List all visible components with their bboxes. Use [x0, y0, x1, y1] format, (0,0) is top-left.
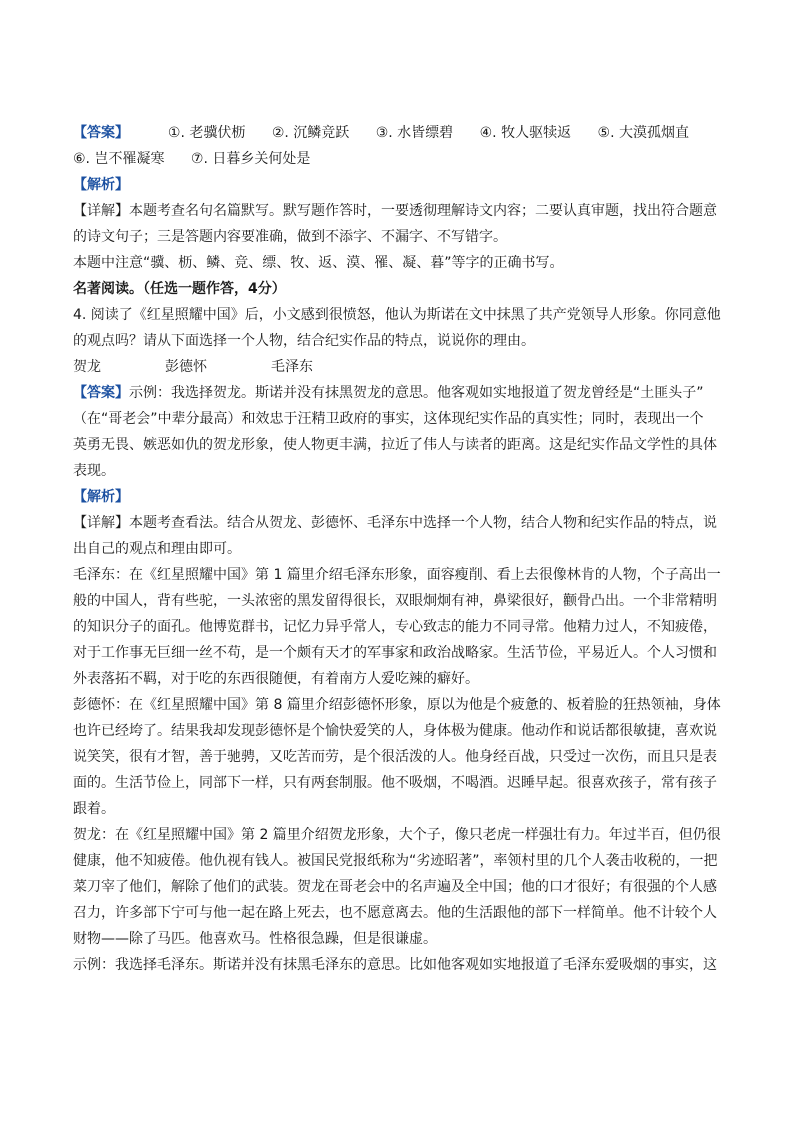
he-line: 财物——除了马匹。他喜欢马。性格很急躁，但是很谦虚。 — [73, 931, 437, 947]
question-line: 4. 阅读了《红星照耀中国》后，小文感到很愤怒，他认为斯诺在文中抹黑了共产党领导人形象。你同意他 — [73, 307, 721, 323]
analysis-text: 本题考查名句名篇默写。默写题作答时，一要透彻理解诗文内容；二要认真审题，找出符合题意 — [129, 203, 717, 219]
section-heading: 名著阅读。（任选一题作答，4分） — [73, 281, 286, 297]
choice-list — [73, 354, 725, 380]
analysis-line: 的诗文句子；三是答题内容要准确，做到不添字、不漏字、不写错字。 — [73, 229, 507, 245]
peng-line: 说笑笑，很有才智，善于驰骋，又吃苦而劳，是个很活泼的人。他身经百战，只受过一次伤，而且只是表 — [73, 749, 717, 765]
he-line: 召力，许多部下宁可与他一起在路上死去，也不愿意离去。他的生活跟他的部下一样简单。他不计较个人 — [73, 905, 717, 921]
mao-line: 般的中国人，背有些驼，一头浓密的黑发留得很长，双眼炯炯有神，鼻梁很好，颧骨凸出。一个非常精明 — [73, 593, 717, 609]
document-page — [73, 120, 725, 978]
answer-tag: 【答案】 — [73, 385, 129, 401]
detail-line — [73, 510, 725, 536]
answer-item: ⑤. 大漠孤烟直 — [597, 125, 689, 141]
choice-item: 贺龙 — [73, 359, 101, 375]
he-line: 菜刀宰了他们，解除了他们的武装。贺龙在哥老会中的名声遍及全中国；他的口才很好；有很强的个人感 — [73, 879, 717, 895]
answer-tag: 【答案】 — [73, 125, 129, 141]
he-line: 健康，他不知疲倦。他仇视有钱人。被国民党报纸称为“劣迹昭著”，率领村里的几个人袭击收税的，一把 — [73, 853, 718, 869]
detail-tag: 【详解】 — [73, 203, 129, 219]
peng-line: 也许已经垮了。结果我却发现彭德怀是个愉快爱笑的人，身体极为健康。他动作和说话都很敏捷，喜欢说 — [73, 723, 717, 739]
detail-tag: 【详解】 — [73, 515, 129, 531]
mao-line: 外表落拓不羁，对于吃的东西很随便，有着南方人爱吃辣的癖好。 — [73, 671, 479, 687]
answer-item: ⑥. 岂不罹凝寒 — [73, 151, 165, 167]
analysis-line — [73, 198, 725, 224]
analysis-line: 本题中注意“骥、枥、鳞、竞、缥、牧、返、漠、罹、凝、暮”等字的正确书写。 — [73, 255, 564, 271]
example-line: 示例：我选择毛泽东。斯诺并没有抹黑毛泽东的意思。比如他客观如实地报道了毛泽东爱吸烟的事实，这 — [73, 957, 717, 973]
detail-line: 出自己的观点和理由即可。 — [73, 541, 241, 557]
answer-row-2 — [73, 146, 725, 172]
analysis-tag: 【解析】 — [73, 177, 129, 193]
answer-line: 表现。 — [73, 463, 115, 479]
choice-item: 毛泽东 — [271, 359, 313, 375]
answer-item: ⑦. 日暮乡关何处是 — [190, 151, 311, 167]
answer-line: （在“哥老会”中辈分最高）和效忠于汪精卫政府的事实，这体现纪实作品的真实性；同时，表现出一个 — [73, 411, 704, 427]
peng-line: 跟着。 — [73, 801, 115, 817]
peng-line: 彭德怀：在《红星照耀中国》第 8 篇里介绍彭德怀形象，原以为他是个疲惫的、板着脸的狂热领袖，身体 — [73, 697, 721, 713]
answer-text: 示例：我选择贺龙。斯诺并没有抹黑贺龙的意思。他客观如实地报道了贺龙曾经是“土匪头子” — [129, 385, 704, 401]
analysis-tag-line — [73, 172, 725, 198]
he-line: 贺龙：在《红星照耀中国》第 2 篇里介绍贺龙形象，大个子，像只老虎一样强壮有力。年过半百，但仍很 — [73, 827, 721, 843]
question-line: 的观点吗？请从下面选择一个人物，结合纪实作品的特点，说说你的理由。 — [73, 333, 535, 349]
mao-line: 对于工作事无巨细一丝不苟，是一个颇有天才的军事家和政治战略家。生活节俭，平易近人。个人习惯和 — [73, 645, 717, 661]
peng-line: 面的。生活节俭上，同部下一样，只有两套制服。他不吸烟，不喝酒。迟睡早起。很喜欢孩子，常有孩子 — [73, 775, 717, 791]
answer-line: 英勇无畏、嫉恶如仇的贺龙形象，使人物更丰满，拉近了伟人与读者的距离。这是纪实作品文学性的具体 — [73, 437, 717, 453]
answer-item: ④. 牧人驱犊返 — [479, 125, 572, 141]
answer-line — [73, 380, 725, 406]
mao-line: 的知识分子的面孔。他博览群书，记忆力异乎常人，专心致志的能力不同寻常。他精力过人，不知疲倦， — [73, 619, 717, 635]
choice-item: 彭德怀 — [165, 359, 207, 375]
detail-text: 本题考查看法。结合从贺龙、彭德怀、毛泽东中选择一个人物，结合人物和纪实作品的特点，说 — [129, 515, 717, 531]
answer-row-1 — [73, 120, 725, 146]
answer-item: ①. 老骥伏枥 — [167, 125, 246, 141]
answer-item: ③. 水皆缥碧 — [375, 125, 454, 141]
analysis-tag-line — [73, 484, 725, 510]
mao-line: 毛泽东：在《红星照耀中国》第 1 篇里介绍毛泽东形象，面容瘦削、看上去很像林肯的人物，个子高出一 — [73, 567, 721, 583]
analysis-tag: 【解析】 — [73, 489, 129, 505]
answer-item: ②. 沉鳞竞跃 — [271, 125, 350, 141]
